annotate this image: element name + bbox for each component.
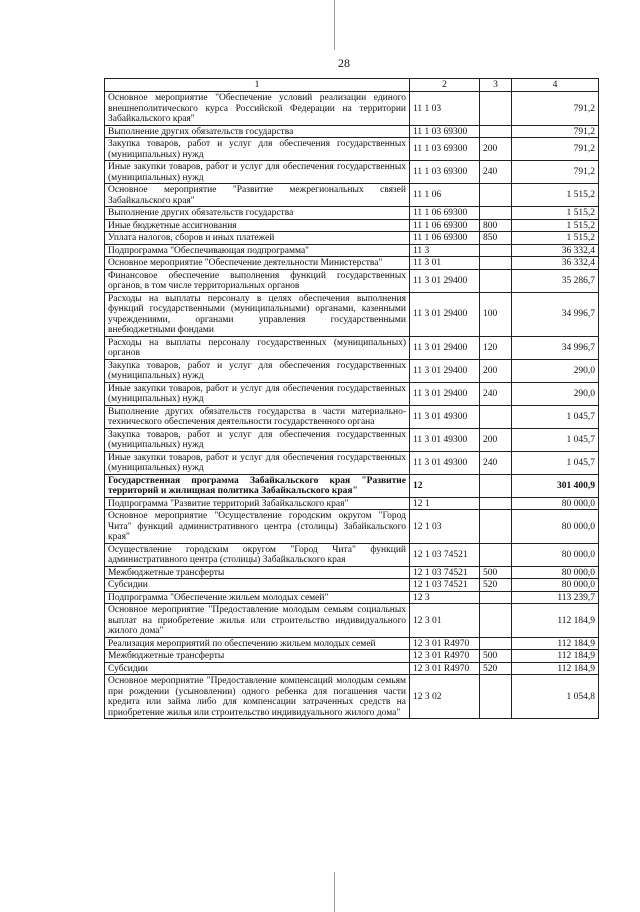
row-amount-cell: 1 054,8 [512,675,599,719]
row-code-cell: 12 3 01 R4970 [410,637,480,650]
table-row [105,269,599,292]
row-type-cell [480,207,512,220]
table-row [105,257,599,270]
table-row [105,244,599,257]
row-code-cell: 11 1 06 69300 [410,207,480,220]
row-name-cell: Осуществление городским округом "Город Чита" функций административного центра (столицы) Забайкальского края [105,543,410,566]
row-code-cell: 11 3 01 49300 [410,451,480,474]
row-name-cell: Выполнение других обязательств государства [105,125,410,138]
table-row [105,566,599,579]
table-row [105,428,599,451]
table-row [105,604,599,638]
row-code-cell: 12 [410,474,480,497]
row-type-cell [480,184,512,207]
row-name-cell: Основное мероприятие "Обеспечение деятельности Министерства" [105,257,410,270]
row-type-cell [480,244,512,257]
table-row [105,207,599,220]
row-type-cell: 240 [480,161,512,184]
row-amount-cell: 791,2 [512,161,599,184]
row-amount-cell: 80 000,0 [512,579,599,592]
row-name-cell: Подпрограмма "Развитие территорий Забайкальского края" [105,497,410,510]
row-name-cell: Подпрограмма "Обеспечение жильем молодых семей" [105,591,410,604]
row-code-cell: 11 1 03 69300 [410,138,480,161]
row-type-cell [480,405,512,428]
row-type-cell: 100 [480,292,512,336]
row-code-cell: 12 3 01 R4970 [410,650,480,663]
table-row [105,92,599,126]
row-name-cell: Основное мероприятие "Развитие межрегиональных связей Забайкальского края" [105,184,410,207]
row-amount-cell: 80 000,0 [512,510,599,544]
row-type-cell [480,125,512,138]
table-row [105,125,599,138]
row-type-cell [480,269,512,292]
row-name-cell: Иные бюджетные ассигнования [105,219,410,232]
row-name-cell: Субсидии [105,579,410,592]
row-code-cell: 11 3 01 29400 [410,292,480,336]
row-name-cell: Основное мероприятие "Осуществление городским округом "Город Чита" функций административного центра (столицы) Забайкальского края" [105,510,410,544]
row-amount-cell: 1 045,7 [512,451,599,474]
row-code-cell: 12 3 01 [410,604,480,638]
row-type-cell [480,604,512,638]
row-amount-cell: 35 286,7 [512,269,599,292]
row-code-cell: 12 1 03 74521 [410,566,480,579]
row-type-cell: 520 [480,662,512,675]
row-name-cell: Иные закупки товаров, работ и услуг для обеспечения государственных (муниципальных) нужд [105,161,410,184]
table-row [105,579,599,592]
row-type-cell [480,474,512,497]
row-amount-cell: 290,0 [512,382,599,405]
table-row [105,543,599,566]
row-type-cell: 520 [480,579,512,592]
table-row [105,675,599,719]
row-amount-cell: 34 996,7 [512,292,599,336]
row-amount-cell: 80 000,0 [512,497,599,510]
table-row [105,292,599,336]
row-name-cell: Межбюджетные трансферты [105,650,410,663]
row-name-cell: Подпрограмма "Обеспечивающая подпрограмма" [105,244,410,257]
row-name-cell: Выполнение других обязательств государства [105,207,410,220]
row-amount-cell: 1 045,7 [512,405,599,428]
row-name-cell: Уплата налогов, сборов и иных платежей [105,232,410,245]
row-type-cell [480,497,512,510]
row-code-cell: 12 3 01 R4970 [410,662,480,675]
row-type-cell [480,675,512,719]
row-name-cell: Закупка товаров, работ и услуг для обеспечения государственных (муниципальных) нужд [105,138,410,161]
row-type-cell [480,257,512,270]
row-type-cell: 200 [480,138,512,161]
header-cell: 1 [105,79,410,92]
table-row [105,336,599,359]
header-cell: 4 [512,79,599,92]
row-type-cell: 200 [480,428,512,451]
row-code-cell: 11 3 01 29400 [410,382,480,405]
row-amount-cell: 301 400,9 [512,474,599,497]
binding-mark-bottom [334,872,335,912]
row-type-cell: 500 [480,650,512,663]
row-code-cell: 12 1 03 [410,510,480,544]
table-row [105,405,599,428]
row-code-cell: 12 1 [410,497,480,510]
row-amount-cell: 80 000,0 [512,566,599,579]
row-code-cell: 12 3 [410,591,480,604]
row-code-cell: 12 1 03 74521 [410,579,480,592]
row-name-cell: Реализация мероприятий по обеспечению жильем молодых семей [105,637,410,650]
row-code-cell: 11 1 06 [410,184,480,207]
row-type-cell [480,591,512,604]
row-amount-cell: 791,2 [512,92,599,126]
row-amount-cell: 1 045,7 [512,428,599,451]
row-name-cell: Основное мероприятие "Обеспечение условий реализации единого внешнеполитического курса Российской Федерации на территории Забайкальского края" [105,92,410,126]
page-number: 28 [338,56,350,70]
table-row [105,184,599,207]
row-type-cell [480,510,512,544]
table-row [105,591,599,604]
table-row [105,451,599,474]
header-cell: 2 [410,79,480,92]
table-row [105,232,599,245]
row-amount-cell: 1 515,2 [512,232,599,245]
table-row [105,382,599,405]
row-name-cell: Финансовое обеспечение выполнения функций государственных органов, в том числе территориальных органов [105,269,410,292]
row-amount-cell: 791,2 [512,138,599,161]
row-type-cell: 500 [480,566,512,579]
row-amount-cell: 36 332,4 [512,244,599,257]
table-row [105,359,599,382]
table-row [105,138,599,161]
row-name-cell: Закупка товаров, работ и услуг для обеспечения государственных (муниципальных) нужд [105,428,410,451]
row-type-cell: 120 [480,336,512,359]
row-code-cell: 11 3 01 29400 [410,336,480,359]
table-row [105,497,599,510]
row-amount-cell: 112 184,9 [512,650,599,663]
row-name-cell: Основное мероприятие "Предоставление компенсаций молодым семьям при рождении (усыновлении) одного ребенка для погашения части кредита или займа либо для компенсации затраченных средств на приобретение жилья или строительство индивидуального жилого дома" [105,675,410,719]
row-name-cell: Расходы на выплаты персоналу государственных (муниципальных) органов [105,336,410,359]
row-name-cell: Расходы на выплаты персоналу в целях обеспечения выполнения функций государственными (муниципальными) органами, казенными учреждениями, органами управления государственными внебюджетными фондами [105,292,410,336]
table-row [105,637,599,650]
row-amount-cell: 112 184,9 [512,604,599,638]
row-amount-cell: 791,2 [512,125,599,138]
row-code-cell: 11 1 06 69300 [410,219,480,232]
row-amount-cell: 112 184,9 [512,662,599,675]
row-code-cell: 11 3 01 29400 [410,359,480,382]
table-row [105,474,599,497]
row-amount-cell: 80 000,0 [512,543,599,566]
row-amount-cell: 290,0 [512,359,599,382]
row-type-cell: 200 [480,359,512,382]
row-type-cell: 240 [480,382,512,405]
row-code-cell: 12 3 02 [410,675,480,719]
row-type-cell: 240 [480,451,512,474]
row-name-cell: Государственная программа Забайкальского края "Развитие территорий и жилищная политика Забайкальского края" [105,474,410,497]
row-type-cell [480,637,512,650]
row-name-cell: Выполнение других обязательств государства в части материально-технического обеспечения деятельности государственного органа [105,405,410,428]
row-type-cell: 800 [480,219,512,232]
row-amount-cell: 1 515,2 [512,219,599,232]
row-name-cell: Межбюджетные трансферты [105,566,410,579]
row-code-cell: 11 1 03 69300 [410,161,480,184]
table-row [105,219,599,232]
table-row [105,662,599,675]
row-type-cell [480,92,512,126]
row-name-cell: Иные закупки товаров, работ и услуг для обеспечения государственных (муниципальных) нужд [105,451,410,474]
row-code-cell: 11 3 01 [410,257,480,270]
row-code-cell: 12 1 03 74521 [410,543,480,566]
row-code-cell: 11 1 03 69300 [410,125,480,138]
row-amount-cell: 36 332,4 [512,257,599,270]
row-code-cell: 11 3 [410,244,480,257]
row-amount-cell: 34 996,7 [512,336,599,359]
row-type-cell [480,543,512,566]
row-amount-cell: 1 515,2 [512,207,599,220]
row-type-cell: 850 [480,232,512,245]
row-name-cell: Основное мероприятие "Предоставление молодым семьям социальных выплат на приобретение жилья или строительство индивидуального жилого дома" [105,604,410,638]
row-code-cell: 11 3 01 49300 [410,405,480,428]
row-name-cell: Иные закупки товаров, работ и услуг для обеспечения государственных (муниципальных) нужд [105,382,410,405]
table-row [105,510,599,544]
row-name-cell: Закупка товаров, работ и услуг для обеспечения государственных (муниципальных) нужд [105,359,410,382]
header-cell: 3 [480,79,512,92]
row-code-cell: 11 1 03 [410,92,480,126]
row-amount-cell: 1 515,2 [512,184,599,207]
row-code-cell: 11 3 01 29400 [410,269,480,292]
table-header-row [105,79,599,92]
row-code-cell: 11 1 06 69300 [410,232,480,245]
row-amount-cell: 112 184,9 [512,637,599,650]
binding-mark-top [334,0,335,50]
budget-table [104,78,599,719]
row-amount-cell: 113 239,7 [512,591,599,604]
table-row [105,650,599,663]
table-row [105,161,599,184]
row-code-cell: 11 3 01 49300 [410,428,480,451]
row-name-cell: Субсидии [105,662,410,675]
